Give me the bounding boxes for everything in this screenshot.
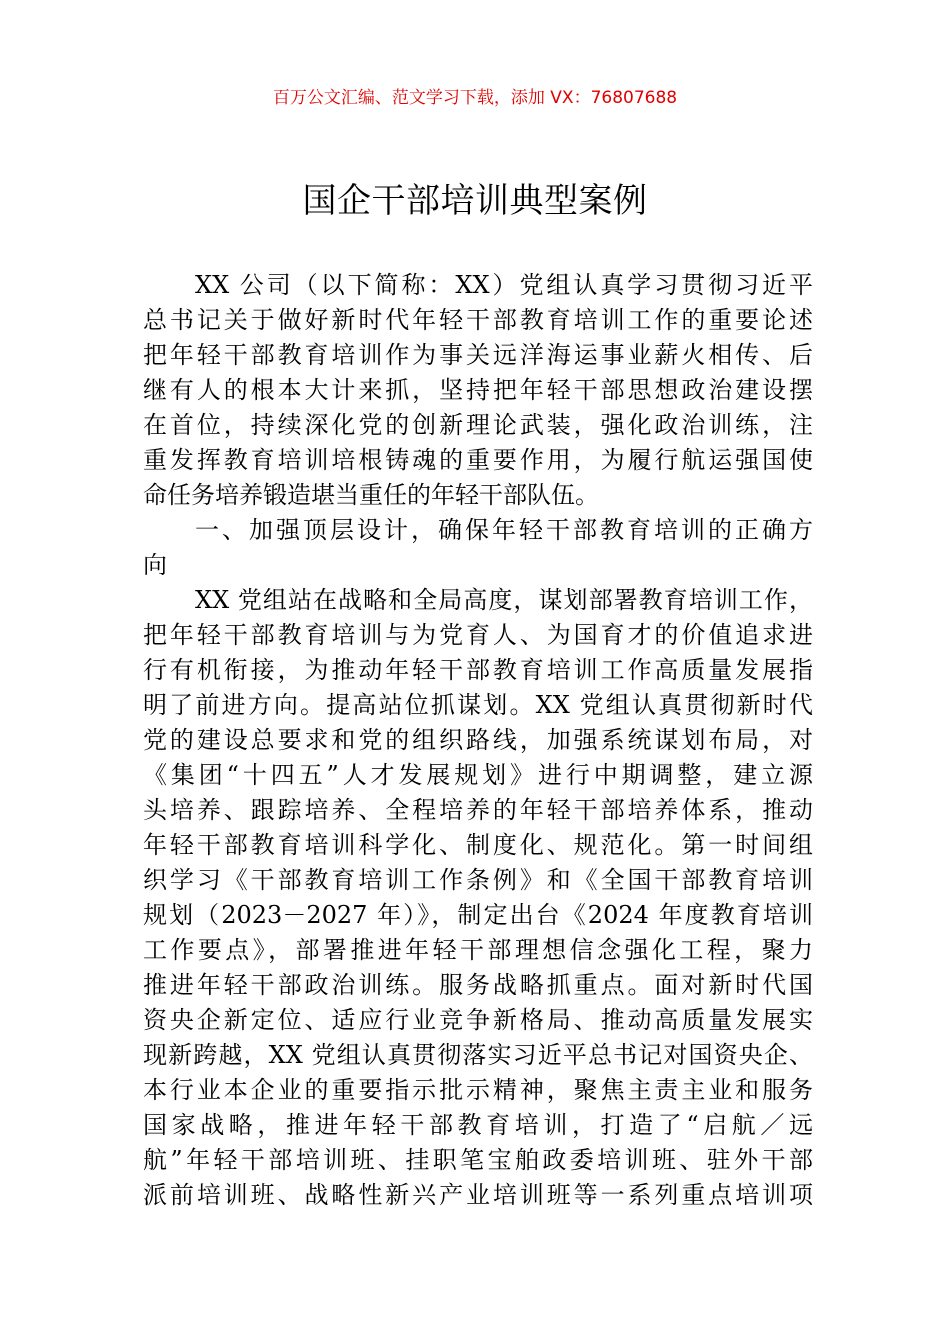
text-line: 航”年轻干部培训班、挂职笔宝舶政委培训班、驻外干部 [143,1146,813,1174]
text-line: 年轻干部教育培训科学化、制度化、规范化。第一时间组 [143,831,813,859]
heading-line: 一、加强顶层设计，确保年轻干部教育培训的正确方 [195,516,813,544]
text-line: 派前培训班、战略性新兴产业培训班等一系列重点培训项 [143,1181,813,1209]
text-line: 党的建设总要求和党的组织路线，加强系统谋划布局，对 [143,726,813,754]
text-line: 把年轻干部教育培训作为事关远洋海运事业薪火相传、后 [143,341,813,369]
text-line: 本行业本企业的重要指示批示精神，聚焦主责主业和服务 [143,1076,813,1104]
text-line: XX 党组站在战略和全局高度，谋划部署教育培训工作， [195,586,813,614]
text-line: 命任务培养锻造堪当重任的年轻干部队伍。 [143,481,599,509]
text-line: 现新跨越，XX 党组认真贯彻落实习近平总书记对国资央企、 [143,1041,813,1069]
document-body [143,268,813,1213]
paragraph-intro [143,268,813,513]
text-line: 资央企新定位、适应行业竞争新格局、推动高质量发展实 [143,1006,813,1034]
text-line: 头培养、跟踪培养、全程培养的年轻干部培养体系，推动 [143,796,813,824]
text-line: 《集团“十四五”人才发展规划》进行中期调整，建立源 [143,761,813,789]
text-line: 重发挥教育培训培根铸魂的重要作用，为履行航运强国使 [143,446,813,474]
text-line: 行有机衔接，为推动年轻干部教育培训工作高质量发展指 [143,656,813,684]
section-heading-1 [143,513,813,583]
text-line: 明了前进方向。提高站位抓谋划。XX 党组认真贯彻新时代 [143,691,813,719]
text-line: 在首位，持续深化党的创新理论武装，强化政治训练，注 [143,411,813,439]
text-line: 把年轻干部教育培训与为党育人、为国育才的价值追求进 [143,621,813,649]
header-watermark: 百万公文汇编、范文学习下载，添加 VX：76807688 [272,88,678,108]
text-line: 继有人的根本大计来抓，坚持把年轻干部思想政治建设摆 [143,376,813,404]
text-line: 织学习《干部教育培训工作条例》和《全国干部教育培训 [143,866,813,894]
paragraph-section-1 [143,583,813,1213]
text-line: 国家战略，推进年轻干部教育培训，打造了“启航／远 [143,1111,813,1139]
text-line: 推进年轻干部政治训练。服务战略抓重点。面对新时代国 [143,971,813,999]
text-line: 总书记关于做好新时代年轻干部教育培训工作的重要论述 [143,306,813,334]
document-title: 国企干部培训典型案例 [302,181,648,221]
text-line: 规划（2023－2027 年）》，制定出台《2024 年度教育培训 [143,901,813,929]
text-line: 工作要点》，部署推进年轻干部理想信念强化工程，聚力 [143,936,813,964]
text-line: XX 公司（以下简称：XX）党组认真学习贯彻习近平 [195,271,813,299]
heading-line: 向 [143,551,167,579]
